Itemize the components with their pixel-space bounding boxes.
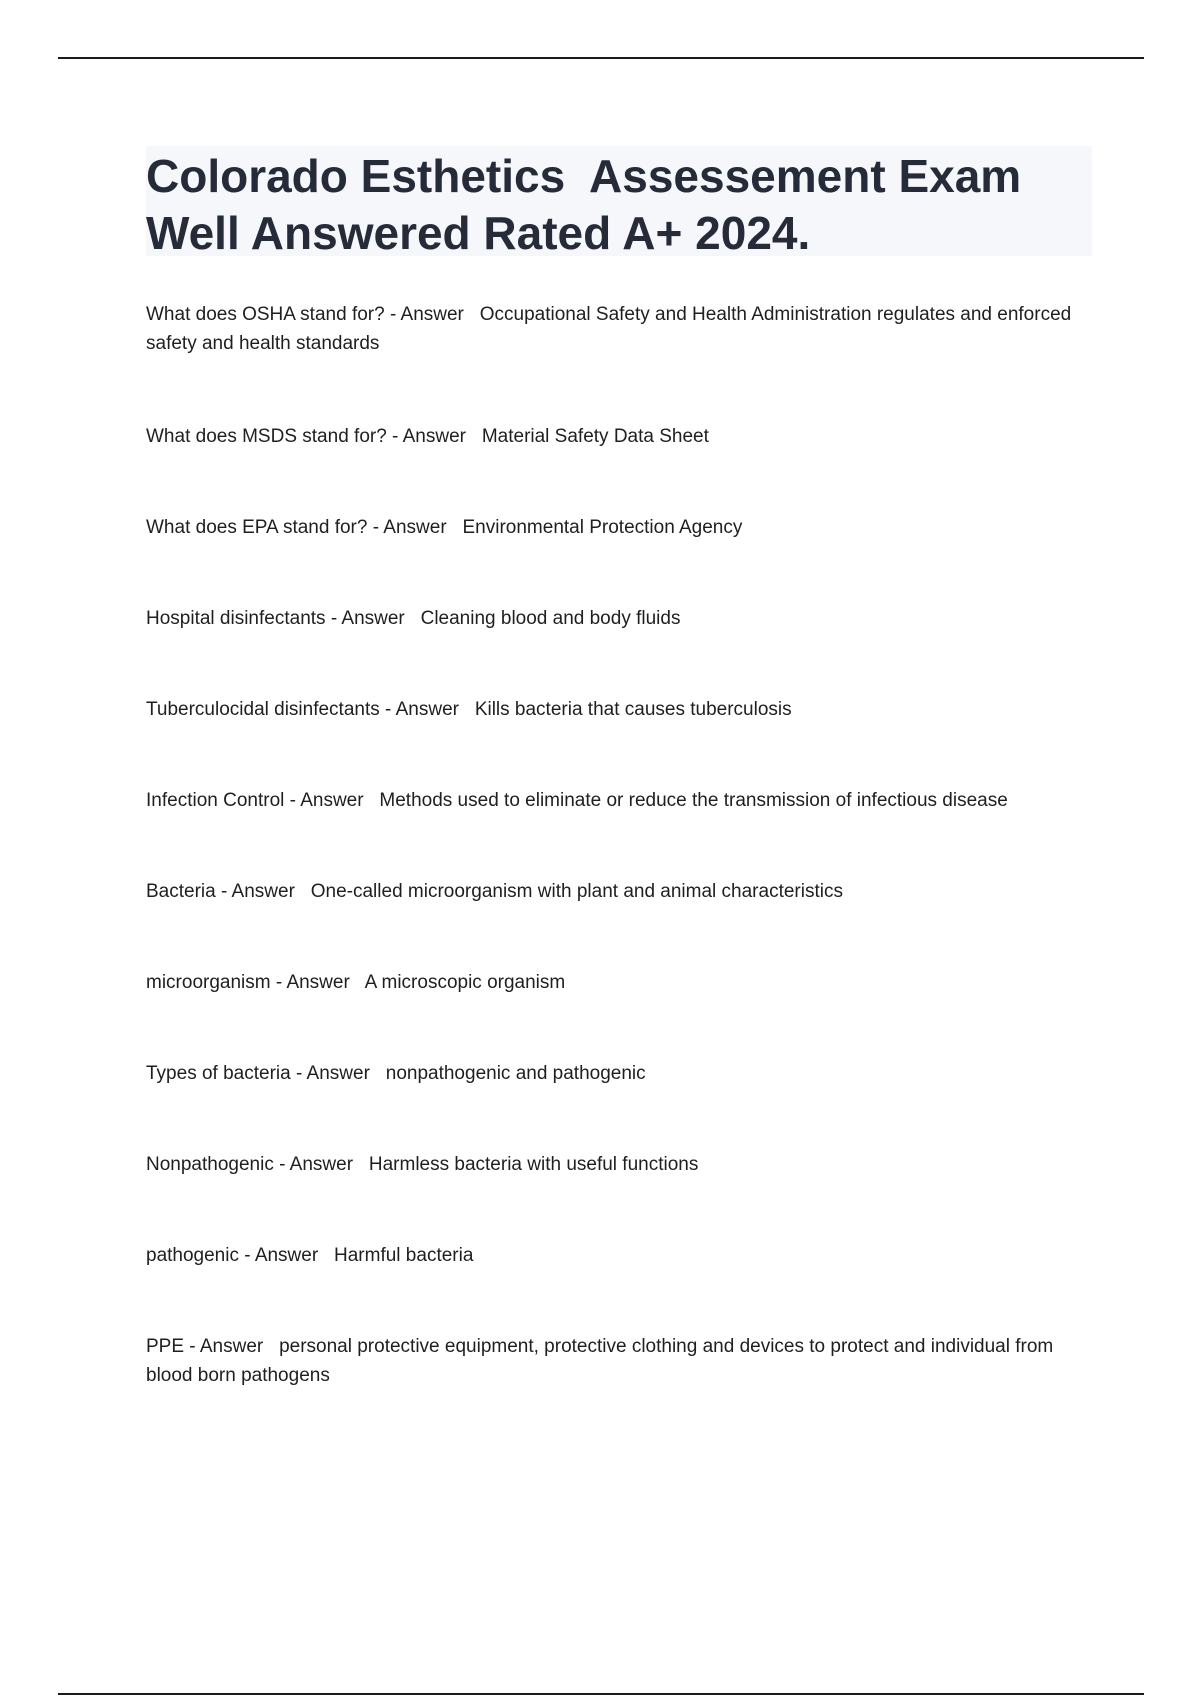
qa-item: What does OSHA stand for? - Answer Occupational Safety and Health Administration regulates and enforced safety and health standards [146, 304, 1077, 354]
title-box [146, 146, 1092, 259]
qa-answer: Environmental Protection Agency [462, 517, 743, 538]
qa-question: What does MSDS stand for? [146, 426, 387, 447]
qa-question: Tuberculocidal disinfectants [146, 699, 380, 720]
qa-item: Types of bacteria - Answer nonpathogenic and pathogenic [146, 1063, 646, 1084]
qa-question: What does EPA stand for? [146, 517, 368, 538]
qa-answer-label: Answer [231, 881, 295, 902]
qa-question: pathogenic [146, 1245, 239, 1266]
qa-answer-label: Answer [254, 1245, 319, 1266]
qa-item: microorganism - Answer A microscopic organism [146, 972, 566, 993]
qa-answer: Methods used to eliminate or reduce the transmission of infectious disease [379, 790, 1008, 811]
top-rule [58, 57, 1144, 59]
qa-answer: Material Safety Data Sheet [481, 426, 709, 447]
qa-answer: A microscopic organism [364, 972, 566, 993]
qa-item: What does EPA stand for? - Answer Environmental Protection Agency [146, 517, 743, 538]
qa-item: Hospital disinfectants - Answer Cleaning blood and body fluids [146, 608, 681, 629]
qa-question: Bacteria [146, 881, 216, 902]
qa-item: PPE - Answer personal protective equipment, protective clothing and devices to protect and individual from blood born pathogens [146, 1336, 1059, 1386]
bottom-rule [58, 1693, 1144, 1695]
qa-answer-label: Answer [402, 426, 466, 447]
qa-question: Infection Control [146, 790, 285, 811]
qa-item: Infection Control - Answer Methods used to eliminate or reduce the transmission of infectious disease [146, 790, 1008, 811]
qa-answer: nonpathogenic and pathogenic [385, 1063, 646, 1084]
qa-answer-label: Answer [199, 1336, 264, 1357]
qa-question: Nonpathogenic [146, 1154, 274, 1175]
qa-answer-label: Answer [341, 608, 405, 629]
document-title: Colorado Esthetics Assessement Exam Well Answered Rated A+ 2024. [146, 150, 1034, 259]
qa-answer-label: Answer [395, 699, 459, 720]
qa-answer-label: Answer [286, 972, 350, 993]
qa-answer: Occupational Safety and Health Administration regulates and enforced safety and health standards [146, 304, 1077, 354]
qa-answer: Harmless bacteria with useful functions [368, 1154, 699, 1175]
qa-answer: personal protective equipment, protective clothing and devices to protect and individual from blood born pathogens [146, 1336, 1059, 1386]
qa-question: Types of bacteria [146, 1063, 291, 1084]
qa-answer: One-called microorganism with plant and animal characteristics [310, 881, 843, 902]
qa-answer-label: Answer [289, 1154, 354, 1175]
qa-answer-label: Answer [400, 304, 464, 325]
qa-item: Tuberculocidal disinfectants - Answer Kills bacteria that causes tuberculosis [146, 699, 792, 720]
qa-answer: Kills bacteria that causes tuberculosis [474, 699, 792, 720]
qa-question: microorganism [146, 972, 271, 993]
qa-answer-label: Answer [383, 517, 447, 538]
qa-answer: Harmful bacteria [334, 1245, 474, 1266]
qa-item: Nonpathogenic - Answer Harmless bacteria with useful functions [146, 1154, 699, 1175]
qa-item: pathogenic - Answer Harmful bacteria [146, 1245, 474, 1266]
qa-question: Hospital disinfectants [146, 608, 326, 629]
qa-answer-label: Answer [306, 1063, 370, 1084]
qa-answer-label: Answer [300, 790, 364, 811]
qa-item: Bacteria - Answer One-called microorganism with plant and animal characteristics [146, 881, 843, 902]
qa-question: PPE [146, 1336, 185, 1357]
qa-question: What does OSHA stand for? [146, 304, 385, 325]
qa-answer: Cleaning blood and body fluids [420, 608, 681, 629]
qa-item: What does MSDS stand for? - Answer Material Safety Data Sheet [146, 426, 709, 447]
